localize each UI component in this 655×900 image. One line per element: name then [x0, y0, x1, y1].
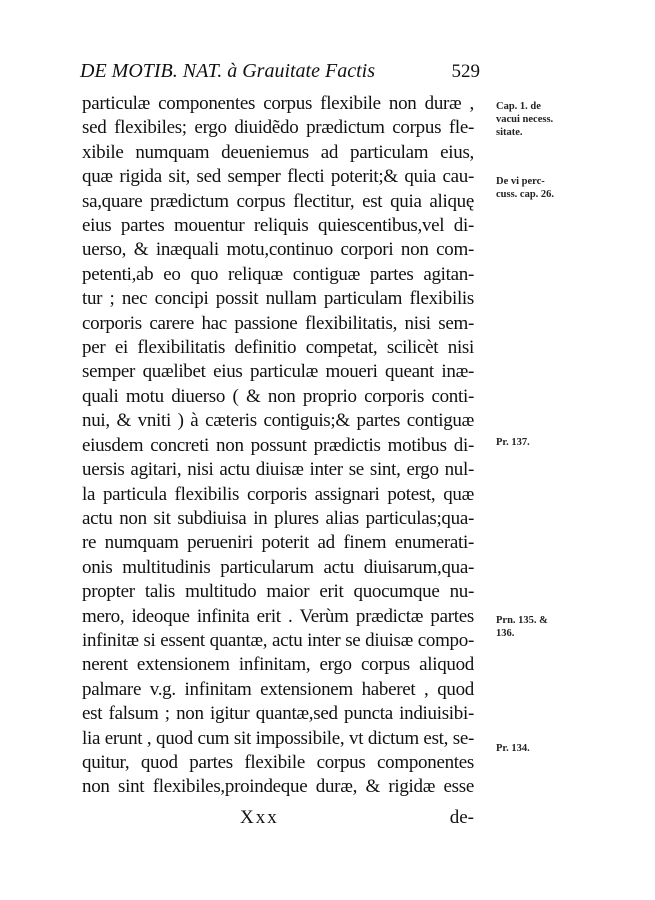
margin-note-4 [496, 614, 548, 640]
margin-note-3 [496, 436, 530, 449]
text-line: petenti,ab eo quo reliquæ contiguæ partes agitan- [82, 263, 474, 285]
margin-note-line: Cap. 1. de [496, 101, 541, 112]
text-line: quali motu diuerso ( & non proprio corporis conti- [82, 385, 474, 407]
text-line: mero, ideoque infinita erit . Verùm prædictæ partes [82, 605, 474, 627]
text-line: tur ; nec concipi possit nullam particulam flexibilis [82, 288, 474, 310]
text-line: corporis carere hac passione flexibilitatis, nisi sem- [82, 312, 474, 334]
text-line: sed flexibiles; ergo diuidẽdo prædictum corpus fle- [82, 117, 474, 139]
margin-note-line: sitate. [496, 127, 523, 138]
text-line: uerso, & inæquali motu,continuo corpori non com- [82, 239, 474, 261]
text-line: per ei flexibilitatis definitio competat, scilicèt nisi [82, 337, 474, 359]
margin-note-line: Prn. 135. & [496, 615, 548, 626]
text-line: quitur, quod partes flexibile corpus componentes [82, 751, 474, 773]
text-line: nui, & vniti ) à cæteris contiguis;& partes contiguæ [82, 410, 474, 432]
text-line: eius partes mouentur reliquis quiescentibus,vel di- [82, 215, 474, 237]
text-line: est falsum ; non igitur quantæ,sed puncta indiuisibi- [82, 703, 474, 725]
signature-mark: Xxx [240, 806, 279, 828]
margin-note-line: cuss. cap. 26. [496, 189, 555, 200]
margin-note-1 [496, 100, 553, 139]
page-footer [82, 806, 474, 830]
text-line: actu non sit subdiuisa in plures alias particulas;qua- [82, 507, 474, 529]
margin-note-2 [496, 175, 554, 201]
text-line: uersis agitari, nisi actu diuisæ inter se sint, ergo nul- [82, 459, 474, 481]
running-header [80, 60, 480, 88]
text-line: propter talis multitudo maior erit quocumque nu- [82, 581, 474, 603]
text-line: nerent extensionem infinitam, ergo corpus aliquod [82, 654, 474, 676]
text-line: non sint flexibiles,proindeque duræ, & rigidæ esse [82, 776, 474, 798]
margin-note-line: Pr. 137. [496, 437, 530, 448]
text-line: semper quælibet eius particulæ moueri queant inæ- [82, 361, 474, 383]
margin-note-line: Pr. 134. [496, 743, 530, 754]
catchword: de- [449, 806, 474, 828]
body-text [82, 92, 474, 830]
page-number: 529 [451, 61, 480, 82]
text-line: quæ rigida sit, sed semper flecti poterit;& quia cau- [82, 166, 474, 188]
text-line: re numquam perueniri poterit ad finem enumerati- [82, 532, 474, 554]
text-line: lia erunt , quod cum sit impossibile, vt dictum est, se- [82, 727, 474, 749]
text-line: eiusdem concreti non possunt prædictis motibus di- [82, 434, 474, 456]
margin-note-line: De vi perc- [496, 176, 545, 187]
text-line: la particula flexibilis corporis assignari potest, quæ [82, 483, 474, 505]
margin-note-5 [496, 742, 530, 755]
running-title: DE MOTIB. NAT. à Grauitate Factis [80, 60, 375, 82]
text-line: xibile numquam deueniemus ad particulam eius, [82, 141, 474, 163]
text-line: sa,quare prædictum corpus flectitur, est quia aliquę [82, 190, 474, 212]
text-line: infinitæ si essent quantæ, actu inter se diuisæ compo- [82, 629, 474, 651]
text-lines [82, 92, 474, 800]
text-line: onis multitudinis particularum actu diuisarum,qua- [82, 556, 474, 578]
margin-note-line: vacui necess. [496, 114, 554, 125]
margin-note-line: 136. [496, 628, 515, 639]
text-line: palmare v.g. infinitam extensionem haberet , quod [82, 678, 474, 700]
text-line: particulæ componentes corpus flexibile non duræ , [82, 93, 474, 114]
